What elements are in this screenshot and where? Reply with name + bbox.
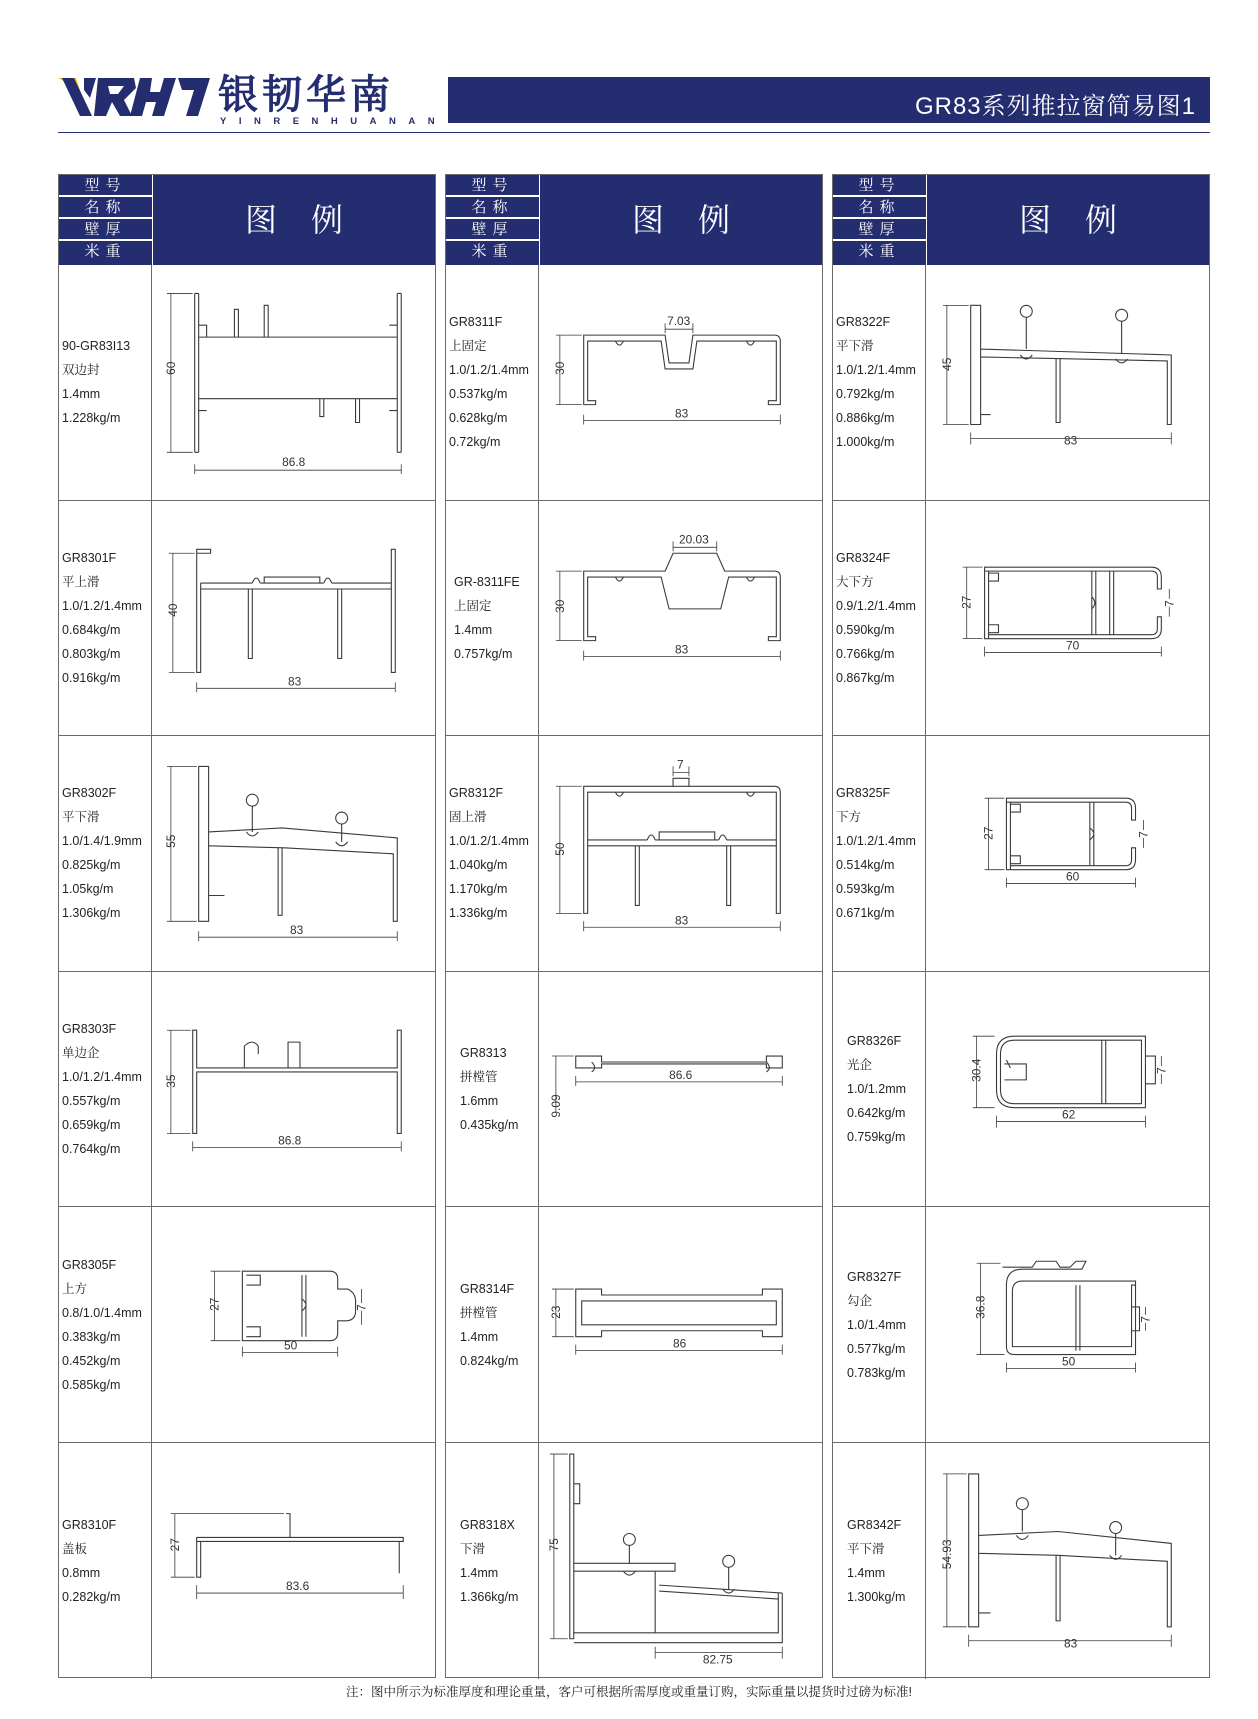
profile-column-3 <box>832 174 1210 1678</box>
profile-cell <box>833 736 1209 972</box>
profile-model: GR8311F <box>449 315 503 330</box>
dimension-height: 23 <box>548 1305 563 1320</box>
dimension-height: 27 <box>981 826 996 841</box>
profile-info <box>446 972 539 1207</box>
dimension-slot: 7 <box>1162 599 1177 607</box>
profile-info <box>446 501 539 736</box>
profile-type: 双边封 <box>62 363 100 378</box>
profile-drawing <box>153 972 435 1207</box>
profile-drawing <box>540 736 822 971</box>
profile-type: 盖板 <box>62 1541 88 1556</box>
profile-weight: 0.282kg/m <box>62 1589 121 1604</box>
profile-model: GR8302F <box>62 786 117 801</box>
profile-cell <box>833 265 1209 501</box>
profile-weight: 0.557kg/m <box>62 1094 121 1109</box>
dimension-width: 83.6 <box>286 1579 310 1594</box>
profile-type: 平下滑 <box>847 1541 885 1556</box>
profile-section-drawing <box>540 972 822 1207</box>
profile-weight: 0.757kg/m <box>454 646 513 661</box>
header-rule <box>58 132 1210 133</box>
dimension-slot: 7 <box>354 1304 369 1312</box>
header-key-weight: 米重 <box>59 241 152 265</box>
profile-info <box>59 501 152 736</box>
profile-weight: 1.040kg/m <box>449 858 508 873</box>
profile-thickness: 0.8/1.0/1.4mm <box>62 1305 142 1320</box>
header-key-name: 名称 <box>446 197 539 218</box>
profile-drawing <box>540 265 822 500</box>
header-key-name: 名称 <box>833 197 926 218</box>
header-key-model: 型号 <box>59 175 152 196</box>
profile-cell <box>59 265 435 501</box>
profile-type: 下滑 <box>460 1541 486 1556</box>
column-header <box>833 175 1209 265</box>
profile-info <box>833 1207 926 1442</box>
profile-weight: 1.366kg/m <box>460 1589 519 1604</box>
profile-weight: 0.803kg/m <box>62 646 121 661</box>
profile-weight: 1.300kg/m <box>847 1589 906 1604</box>
profile-type: 平下滑 <box>62 810 100 825</box>
profile-drawing <box>153 1207 435 1442</box>
profile-info <box>59 265 152 500</box>
profile-drawing <box>927 972 1209 1207</box>
profile-weight: 1.170kg/m <box>449 882 508 897</box>
dimension-height: 75 <box>546 1538 561 1552</box>
dimension-width: 83 <box>1064 1636 1078 1651</box>
profile-section-drawing <box>153 736 435 971</box>
dimension-width: 83 <box>675 406 689 421</box>
profile-section-drawing <box>153 1207 435 1442</box>
profile-weight: 0.886kg/m <box>836 411 895 426</box>
profile-weight: 0.824kg/m <box>460 1353 519 1368</box>
profile-drawing <box>927 736 1209 971</box>
dimension-slot: 7 <box>677 757 684 772</box>
profile-model: GR8322F <box>836 315 891 330</box>
profile-cell <box>446 972 822 1208</box>
profile-thickness: 1.4mm <box>454 622 493 637</box>
dimension-height: 35 <box>163 1074 178 1088</box>
profile-type: 平上滑 <box>62 574 100 589</box>
profile-info <box>446 265 539 500</box>
profile-weight: 0.825kg/m <box>62 858 121 873</box>
profile-model: GR-8311FE <box>454 574 520 589</box>
profile-drawing <box>153 1443 435 1679</box>
profile-column-1 <box>58 174 436 1678</box>
dimension-width: 83 <box>675 642 689 657</box>
profile-weight: 0.783kg/m <box>847 1365 906 1380</box>
dimension-width: 50 <box>1062 1354 1076 1369</box>
footnote: 注：图中所示为标准厚度和理论重量，客户可根据所需厚度或重量订购，实际重量以提货时过磅为标准! <box>346 1685 912 1699</box>
dimension-width: 83 <box>290 923 304 938</box>
dimension-width: 62 <box>1062 1107 1076 1122</box>
brand-logo <box>58 72 448 130</box>
header-key-thickness: 壁厚 <box>446 219 539 240</box>
profile-info <box>59 1207 152 1442</box>
profile-model: 90-GR83I13 <box>62 339 131 354</box>
profile-info <box>833 1443 926 1679</box>
profile-weight: 0.916kg/m <box>62 670 121 685</box>
profile-thickness: 1.4mm <box>847 1565 886 1580</box>
dimension-height: 30.4 <box>969 1058 984 1082</box>
dimension-height: 54.93 <box>939 1539 954 1570</box>
header-key-name: 名称 <box>59 197 152 218</box>
profile-cell <box>59 501 435 737</box>
profile-weight: 0.642kg/m <box>847 1106 906 1121</box>
profile-weight: 0.766kg/m <box>836 646 895 661</box>
profile-drawing <box>927 265 1209 500</box>
profile-type: 平下滑 <box>836 339 874 354</box>
profile-weight: 0.593kg/m <box>836 882 895 897</box>
profile-model: GR8301F <box>62 550 117 565</box>
profile-weight: 0.72kg/m <box>449 435 501 450</box>
dimension-height: 27 <box>207 1298 222 1312</box>
profile-section-drawing <box>927 972 1209 1207</box>
profile-model: GR8327F <box>847 1269 902 1284</box>
profile-type: 勾企 <box>847 1293 873 1308</box>
profile-cell <box>59 1443 435 1679</box>
dimension-width: 83 <box>1064 433 1078 448</box>
profile-model: GR8313 <box>460 1046 507 1061</box>
profile-type: 固上滑 <box>449 810 487 825</box>
profile-model: GR8314F <box>460 1281 515 1296</box>
profile-cell <box>833 1207 1209 1443</box>
profile-info <box>59 1443 152 1679</box>
dimension-height: 27 <box>167 1538 182 1552</box>
profile-weight: 0.585kg/m <box>62 1377 121 1392</box>
profile-thickness: 1.6mm <box>460 1094 499 1109</box>
profile-info <box>446 1443 539 1679</box>
dimension-width: 60 <box>1066 869 1080 884</box>
brand-name-cn: 银韧华南 <box>218 73 394 117</box>
dimension-width: 50 <box>284 1338 298 1353</box>
profile-model: GR8326F <box>847 1034 902 1049</box>
profile-info <box>833 265 926 500</box>
profile-cell <box>833 972 1209 1208</box>
header-key-thickness: 壁厚 <box>833 219 926 240</box>
profile-thickness: 1.4mm <box>460 1329 499 1344</box>
profile-weight: 1.05kg/m <box>62 882 114 897</box>
profile-weight: 1.336kg/m <box>449 906 508 921</box>
profile-model: GR8312F <box>449 786 504 801</box>
dimension-slot: 7.03 <box>667 314 691 329</box>
dimension-height: 40 <box>165 603 180 617</box>
profile-weight: 0.628kg/m <box>449 411 508 426</box>
profile-drawing <box>153 265 435 500</box>
profile-section-drawing <box>153 1443 435 1679</box>
profile-cell <box>446 1207 822 1443</box>
profile-model: GR8325F <box>836 786 891 801</box>
brand-name-en: YINRENHUANAN <box>220 116 448 127</box>
header-key-model: 型号 <box>446 175 539 196</box>
profile-section-drawing <box>153 501 435 736</box>
dimension-slot: 7 <box>1136 831 1151 839</box>
profile-thickness: 1.0/1.4mm <box>847 1317 907 1332</box>
header-drawing-label: 图例 <box>153 175 435 265</box>
profile-cell <box>446 265 822 501</box>
profile-type: 单边企 <box>62 1046 100 1061</box>
profile-weight: 0.764kg/m <box>62 1142 121 1157</box>
profile-cell <box>446 501 822 737</box>
profile-weight: 0.590kg/m <box>836 622 895 637</box>
dimension-height: 45 <box>939 357 954 371</box>
dimension-width: 70 <box>1066 638 1080 653</box>
column-header <box>59 175 435 265</box>
profile-cell <box>446 1443 822 1679</box>
profile-weight: 0.383kg/m <box>62 1329 121 1344</box>
profile-model: GR8342F <box>847 1517 902 1532</box>
profile-thickness: 1.0/1.2/1.4mm <box>62 1070 142 1085</box>
header-key-model: 型号 <box>833 175 926 196</box>
profile-type: 上固定 <box>449 339 487 354</box>
profile-drawing <box>153 736 435 971</box>
profile-cell <box>59 1207 435 1443</box>
profile-thickness: 1.0/1.2/1.4mm <box>836 834 916 849</box>
profile-weight: 0.792kg/m <box>836 387 895 402</box>
dimension-height: 30 <box>552 361 567 375</box>
dimension-slot: 7 <box>1138 1316 1153 1324</box>
dimension-height: 9.09 <box>548 1094 563 1118</box>
profile-type: 上方 <box>62 1281 88 1296</box>
profile-weight: 1.228kg/m <box>62 411 121 426</box>
profile-section-drawing <box>927 501 1209 736</box>
profile-thickness: 1.0/1.4/1.9mm <box>62 834 142 849</box>
profile-model: GR8310F <box>62 1517 117 1532</box>
profile-weight: 0.577kg/m <box>847 1341 906 1356</box>
dimension-width: 82.75 <box>702 1652 733 1667</box>
profile-thickness: 0.8mm <box>62 1565 101 1580</box>
profile-info <box>446 736 539 971</box>
profile-weight: 0.671kg/m <box>836 906 895 921</box>
profile-model: GR8324F <box>836 550 891 565</box>
page-title: GR83系列推拉窗简易图1 <box>914 93 1196 120</box>
profile-section-drawing <box>153 972 435 1207</box>
profile-section-drawing <box>540 1207 822 1442</box>
header-key-weight: 米重 <box>833 241 926 265</box>
profile-type: 上固定 <box>454 598 492 613</box>
profile-info <box>446 1207 539 1442</box>
profile-thickness: 1.4mm <box>62 387 101 402</box>
dimension-slot: 20.03 <box>679 531 709 546</box>
profile-info <box>833 736 926 971</box>
profile-cell <box>446 736 822 972</box>
profile-section-drawing <box>927 1443 1209 1679</box>
profile-drawing <box>540 972 822 1207</box>
header-drawing-label: 图例 <box>927 175 1209 265</box>
profile-info <box>59 972 152 1207</box>
profile-column-2 <box>445 174 823 1678</box>
profile-cell <box>59 736 435 972</box>
profile-type: 光企 <box>847 1058 873 1073</box>
profile-type: 下方 <box>836 810 862 825</box>
profile-model: GR8303F <box>62 1022 117 1037</box>
profile-weight: 1.000kg/m <box>836 435 895 450</box>
profile-weight: 0.435kg/m <box>460 1118 519 1133</box>
profile-section-drawing <box>540 501 822 736</box>
profile-thickness: 0.9/1.2/1.4mm <box>836 598 916 613</box>
dimension-height: 30 <box>552 599 567 613</box>
profile-weight: 0.684kg/m <box>62 622 121 637</box>
profile-drawing <box>927 1207 1209 1442</box>
header-key-weight: 米重 <box>446 241 539 265</box>
dimension-width: 86.8 <box>278 1133 302 1148</box>
profile-section-drawing <box>540 1443 822 1679</box>
dimension-slot: 7 <box>1154 1067 1169 1074</box>
profile-cell <box>833 1443 1209 1679</box>
profile-section-drawing <box>540 265 822 500</box>
profile-type: 大下方 <box>836 574 874 589</box>
profile-section-drawing <box>540 736 822 971</box>
profile-info <box>833 501 926 736</box>
profile-type: 拼樘管 <box>460 1070 498 1085</box>
dimension-height: 60 <box>163 361 178 375</box>
profile-info <box>833 972 926 1207</box>
dimension-height: 55 <box>163 834 178 849</box>
dimension-width: 86.8 <box>282 455 306 470</box>
profile-section-drawing <box>153 265 435 500</box>
profile-type: 拼樘管 <box>460 1305 498 1320</box>
profile-section-drawing <box>927 1207 1209 1442</box>
profile-drawing <box>540 501 822 736</box>
profile-cell <box>833 501 1209 737</box>
profile-weight: 0.537kg/m <box>449 387 508 402</box>
dimension-height: 50 <box>552 842 567 856</box>
profile-drawing <box>927 501 1209 736</box>
profile-weight: 0.659kg/m <box>62 1118 121 1133</box>
profile-thickness: 1.0/1.2/1.4mm <box>449 363 529 378</box>
profile-weight: 0.514kg/m <box>836 858 895 873</box>
profile-drawing <box>540 1443 822 1679</box>
header-key-thickness: 壁厚 <box>59 219 152 240</box>
column-header <box>446 175 822 265</box>
header-bar <box>448 77 1210 123</box>
header-drawing-label: 图例 <box>540 175 822 265</box>
profile-model: GR8305F <box>62 1257 117 1272</box>
dimension-height: 36.8 <box>973 1296 988 1320</box>
profile-section-drawing <box>927 736 1209 971</box>
profile-thickness: 1.0/1.2/1.4mm <box>449 834 529 849</box>
profile-thickness: 1.0/1.2/1.4mm <box>62 598 142 613</box>
dimension-width: 83 <box>288 673 302 688</box>
profile-thickness: 1.0/1.2mm <box>847 1082 907 1097</box>
profile-drawing <box>927 1443 1209 1679</box>
profile-drawing <box>540 1207 822 1442</box>
dimension-width: 83 <box>675 913 689 928</box>
profile-model: GR8318X <box>460 1517 515 1532</box>
dimension-width: 86 <box>673 1337 687 1352</box>
profile-weight: 0.867kg/m <box>836 670 895 685</box>
profile-weight: 1.306kg/m <box>62 906 121 921</box>
profile-thickness: 1.0/1.2/1.4mm <box>836 363 916 378</box>
profile-drawing <box>153 501 435 736</box>
profile-weight: 0.452kg/m <box>62 1353 121 1368</box>
profile-info <box>59 736 152 971</box>
profile-thickness: 1.4mm <box>460 1565 499 1580</box>
dimension-width: 86.6 <box>669 1067 693 1082</box>
profile-cell <box>59 972 435 1208</box>
profile-section-drawing <box>927 265 1209 500</box>
profile-weight: 0.759kg/m <box>847 1130 906 1145</box>
dimension-height: 27 <box>959 595 974 609</box>
